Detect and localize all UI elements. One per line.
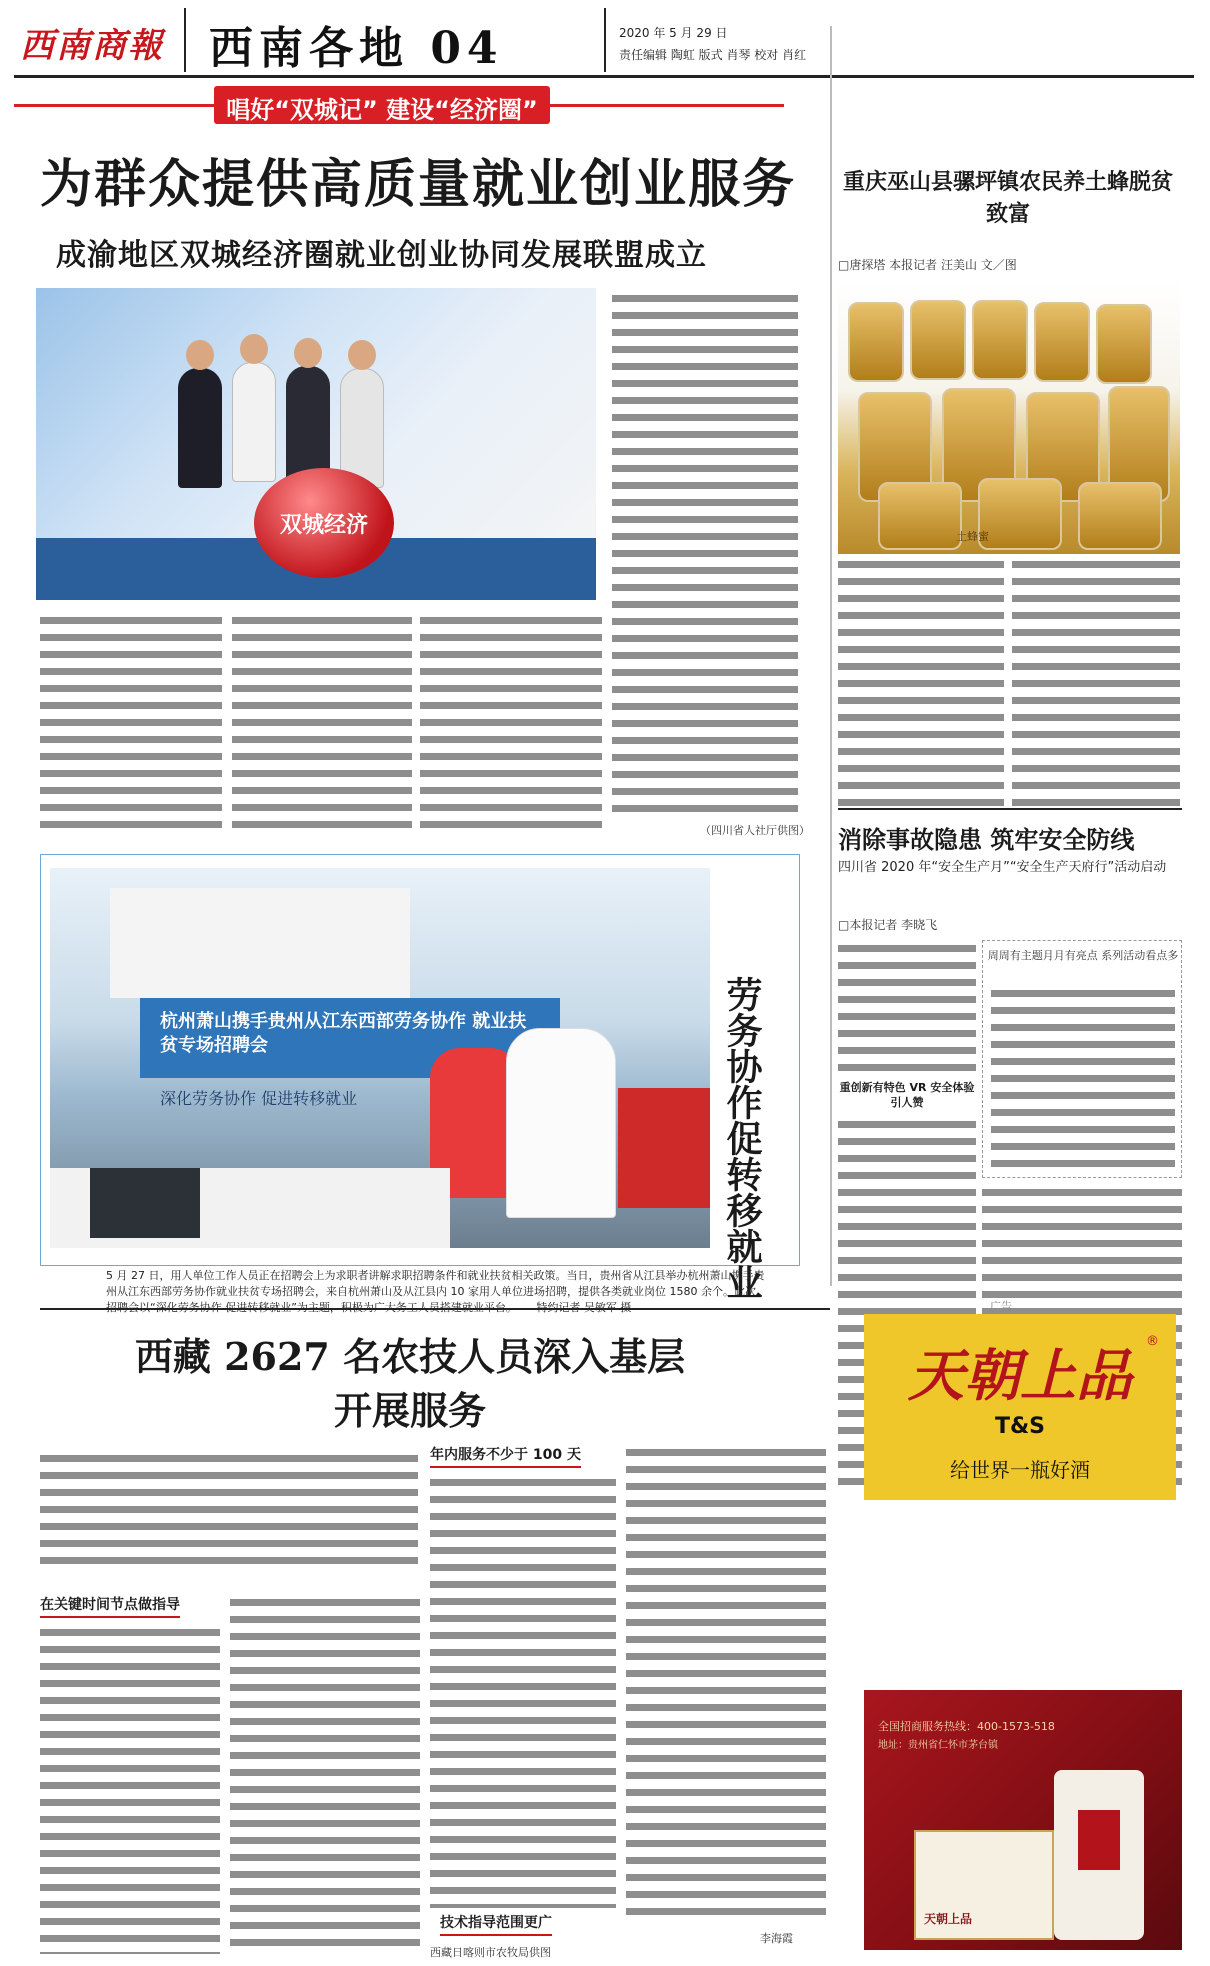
ad-registered-mark: ® xyxy=(1146,1334,1159,1349)
honey-jar xyxy=(910,300,966,380)
tibet-body-col1 xyxy=(40,1624,220,1954)
sidebar-body xyxy=(991,985,1175,1171)
tibet-headline: 西藏 2627 名农技人员深入基层开展服务 xyxy=(134,1334,686,1433)
theme-banner xyxy=(214,86,550,124)
ad-hotline: 全国招商服务热线：400-1573-518 xyxy=(878,1720,1055,1733)
tibet-photo-source: 西藏日喀则市农牧局供图 xyxy=(430,1946,551,1959)
column-divider xyxy=(830,26,832,1286)
person-figure xyxy=(232,362,276,482)
tibet-subhead-3: 技术指导范围更广 xyxy=(440,1912,552,1936)
staff-figure xyxy=(506,1028,616,1218)
lead-subheadline: 成渝地区双城经济圈就业创业协同发展联盟成立 xyxy=(56,238,707,273)
newspaper-logo: 西南商報 xyxy=(20,26,164,66)
photo-story-title: 劳务协作促转移就业 xyxy=(721,976,763,1300)
job-fair-banner-text: 杭州萧山携手贵州从江东西部劳务协作 就业扶贫专场招聘会 xyxy=(160,1011,527,1056)
safety-sidebar xyxy=(982,940,1182,1178)
job-fair-banner-sub: 深化劳务协作 促进转移就业 xyxy=(160,1089,358,1108)
ad-brand-latin: T&S xyxy=(994,1414,1046,1439)
ad-gift-box xyxy=(914,1830,1054,1940)
honey-jar xyxy=(1096,304,1152,384)
ad-address: 地址：贵州省仁怀市茅台镇 xyxy=(878,1740,998,1751)
safety-headline: 消除事故隐患 筑牢安全防线 xyxy=(838,825,1135,854)
red-banner xyxy=(618,1088,710,1208)
honey-headline: 重庆巫山县骡坪镇农民养土蜂脱贫致富 xyxy=(842,169,1173,227)
tibet-subhead-1: 在关键时间节点做指导 xyxy=(40,1594,180,1618)
gift-box-label: 天朝上品 xyxy=(924,1912,973,1926)
safety-body-col1a xyxy=(838,940,976,1072)
job-fair-photo xyxy=(50,868,710,1248)
lead-body-col2 xyxy=(232,612,412,838)
masthead xyxy=(14,8,1194,78)
honey-jar xyxy=(1078,482,1162,550)
building xyxy=(110,888,410,998)
person-head xyxy=(240,334,268,364)
person-head xyxy=(186,340,214,370)
person-figure xyxy=(178,368,222,488)
honey-jar xyxy=(848,302,904,382)
masthead-divider xyxy=(604,8,606,72)
theme-banner-text: 唱好“双城记” 建设“经济圈” xyxy=(226,96,538,124)
person-head xyxy=(294,338,322,368)
globe-label: 双城经济 xyxy=(280,512,369,538)
honey-jar xyxy=(878,482,962,550)
tibet-body-col3 xyxy=(430,1474,616,1908)
honey-byline: □唐探塔 本报记者 汪美山 文／图 xyxy=(838,258,1017,272)
liquor-product-ad[interactable] xyxy=(864,1690,1182,1950)
caption-text: 5 月 27 日，用人单位工作人员正在招聘会上为求职者讲解求职招聘条件和就业扶贫相关政策。当日，贵州省从江县举办杭州萧山携手贵州从江东西部劳务协作就业扶贫专场招聘会，来自杭州萧山及从江县内 10 家用人单位进场招聘，提供各类就业岗位 1580 余个。此次 xyxy=(106,1269,765,1298)
jar-label: 土蜂蜜 xyxy=(956,530,989,543)
safety-subhead: 重创新有特色 VR 安全体验引人赞 xyxy=(839,1081,975,1109)
honey-jar xyxy=(1034,302,1090,382)
lead-body-col1 xyxy=(40,612,222,838)
section-title: 西南各地 04 xyxy=(209,23,504,74)
lead-headline: 为群众提供高质量就业创业服务 xyxy=(40,154,797,215)
lead-photo-source: （四川省人社厅供图） xyxy=(700,824,810,837)
honey-body-col2 xyxy=(1012,556,1180,806)
lead-photo xyxy=(36,288,596,600)
tibet-author: 李海霞 xyxy=(760,1932,793,1945)
section-rule xyxy=(838,808,1182,810)
lead-body-col4 xyxy=(612,290,798,820)
page-editors: 责任编辑 陶虹 版式 肖琴 校对 肖红 xyxy=(619,48,807,62)
honey-jar xyxy=(972,300,1028,380)
tibet-body-col4 xyxy=(626,1444,826,1922)
bottle-label xyxy=(1078,1810,1120,1870)
masthead-divider xyxy=(184,8,186,72)
safety-subheadline: 四川省 2020 年“安全生产月”“安全生产天府行”活动启动 xyxy=(838,860,1167,875)
ad-slogan: 给世界一瓶好酒 xyxy=(950,1458,1090,1482)
tibet-intro xyxy=(40,1450,418,1568)
safety-byline: □本报记者 李晓飞 xyxy=(838,918,938,932)
liquor-ad[interactable] xyxy=(864,1314,1176,1500)
tibet-body-col2 xyxy=(230,1594,420,1954)
page-date: 2020 年 5 月 29 日 xyxy=(619,26,728,40)
ad-brand: 天朝上品 xyxy=(908,1343,1132,1409)
sidebar-title: 周周有主题月月有亮点 系列活动看点多 xyxy=(987,949,1179,962)
honey-body-col1 xyxy=(838,556,1004,806)
ad-bottle xyxy=(1054,1770,1144,1940)
section-rule xyxy=(40,1308,830,1310)
person-head xyxy=(348,340,376,370)
ad-label: 广告 xyxy=(990,1300,1012,1313)
laptop xyxy=(90,1168,200,1238)
honey-jar xyxy=(978,478,1062,550)
lead-body-col3 xyxy=(420,612,602,838)
tibet-subhead-2: 年内服务不少于 100 天 xyxy=(430,1444,581,1468)
honey-photo xyxy=(838,282,1180,554)
